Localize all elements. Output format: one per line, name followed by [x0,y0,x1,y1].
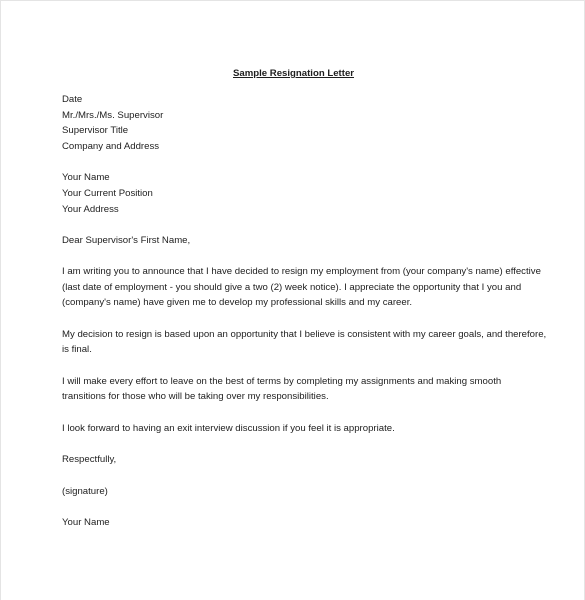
recipient-title: Supervisor Title [62,125,129,136]
recipient-address: Company and Address [62,141,160,152]
signoff-name: Your Name [62,517,110,528]
closing: Respectfully, [62,454,117,465]
paragraph-1-line: I am writing you to announce that I have decided to resign my employment from (your company's name) effective [62,266,541,277]
paragraph-3-line: transitions for those who will be taking over my responsibilities. [62,391,329,402]
paragraph-2-line: is final. [62,344,92,355]
sender-name: Your Name [62,172,110,183]
signature-placeholder: (signature) [62,486,108,497]
recipient-date: Date [62,94,83,105]
paragraph-2-line: My decision to resign is based upon an opportunity that I believe is consistent with my career goals, and therefore, [62,329,547,340]
recipient-name: Mr./Mrs./Ms. Supervisor [62,110,164,121]
sender-position: Your Current Position [62,188,153,199]
letter-title: Sample Resignation Letter [233,68,355,79]
salutation: Dear Supervisor's First Name, [62,235,191,246]
paragraph-1-line: (company's name) have given me to develop my professional skills and my career. [62,297,413,308]
paragraph-1-line: (last date of employment - you should give a two (2) week notice). I appreciate the opportunity that I you and [62,282,522,293]
sender-address: Your Address [62,204,119,215]
paragraph-3-line: I will make every effort to leave on the best of terms by completing my assignments and making smooth [62,376,502,387]
paragraph-4-line: I look forward to having an exit interview discussion if you feel it is appropriate. [62,423,395,434]
